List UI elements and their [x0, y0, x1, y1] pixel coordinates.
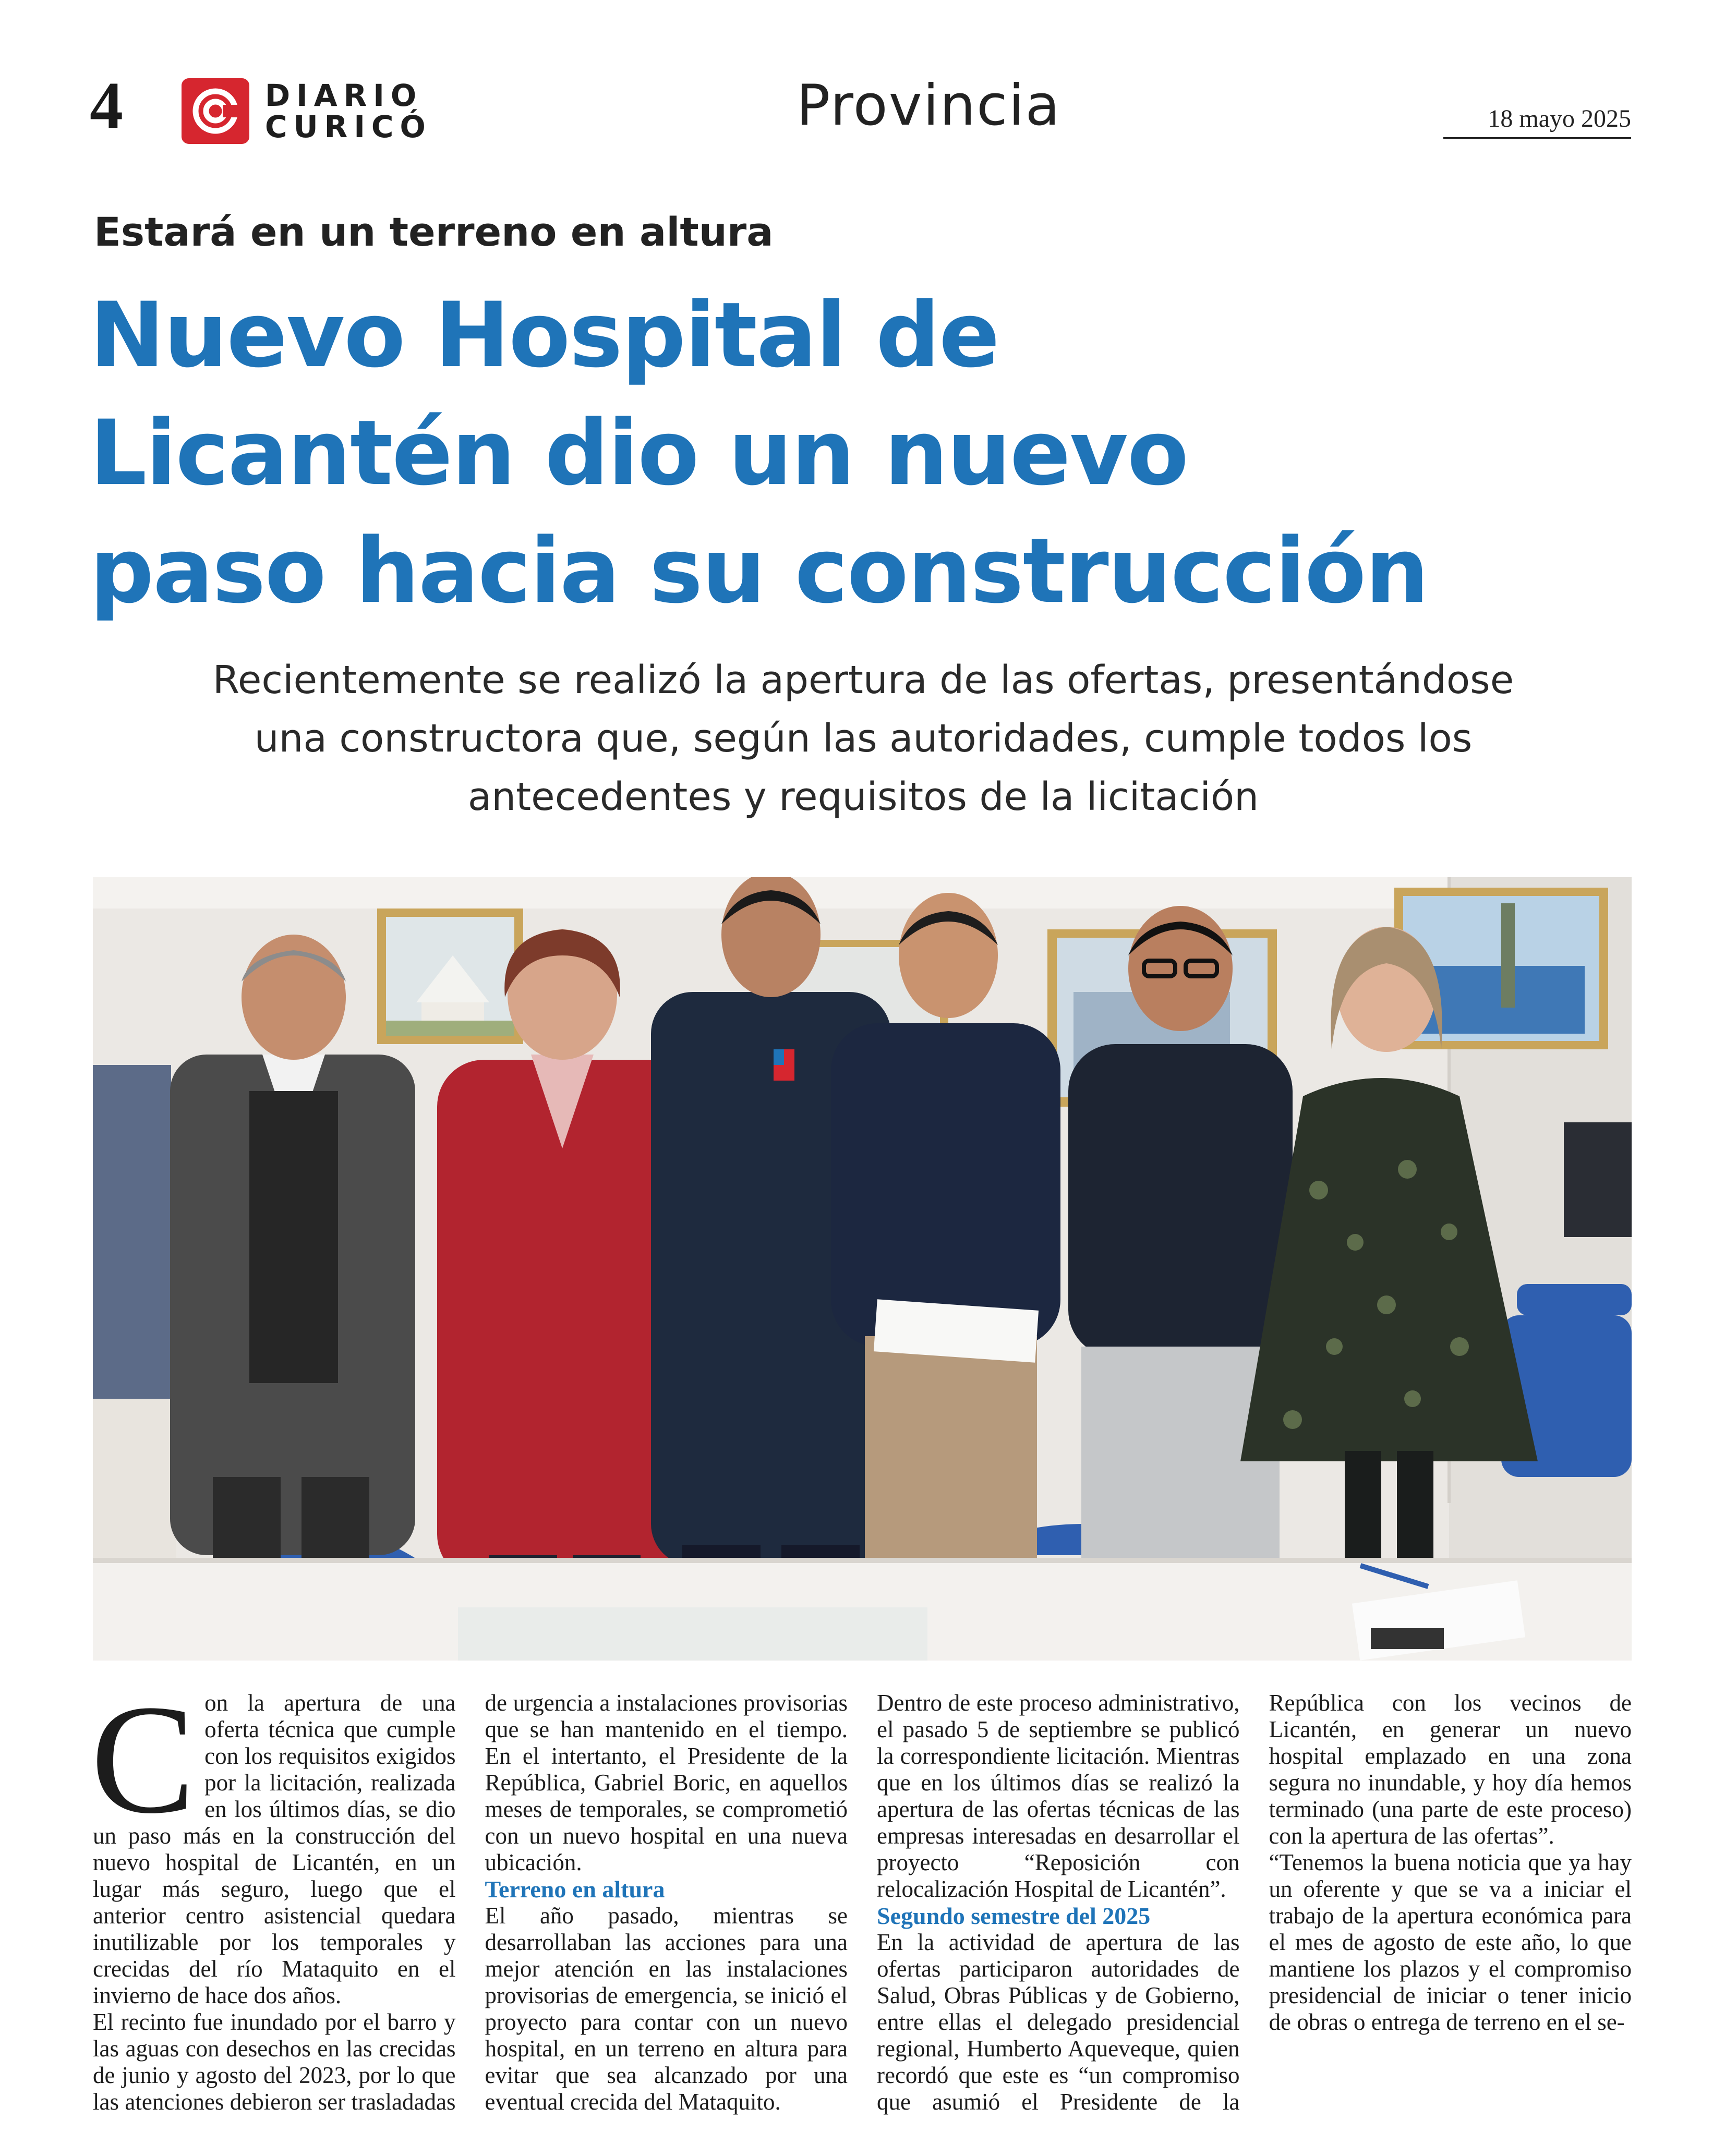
- logo-line1: DIARIO: [265, 78, 423, 113]
- article-body: [91, 1673, 1632, 2138]
- page-number: 4: [90, 68, 123, 142]
- deck-line: Recientemente se realizó la apertura de las ofertas, presentándose: [212, 658, 1514, 702]
- body-paragraph: El recinto fue inundado por el barro y las aguas con desechos en las crecidas de junio y agosto del 2023, por lo que las atenciones debieron ser trasladadas de urgencia a instalaciones provisorias que se han mantenido en el tiempo. En el intertanto, el Presidente de la República, Gabriel Boric, en aquellos meses de temporales, se comprometió con un nuevo hospital en una nueva ubicación.: [93, 1690, 848, 2115]
- subhead: Terreno en altura: [485, 1876, 665, 1903]
- subhead: Segundo semestre del 2025: [877, 1903, 1151, 1929]
- body-paragraph: [91, 1673, 456, 2009]
- body-paragraph: El año pasado, mientras se desarrollaban las acciones para una mejor atención en las instalaciones provisorias de emergencia, se inició el proyecto para contar con un nuevo hospital, en un terreno en altura para evitar que sea alcanzado por una eventual crecida del Mataquito.: [485, 1903, 848, 2115]
- issue-date: 18 mayo 2025: [1443, 104, 1631, 139]
- group-photo-illustration: [93, 877, 1632, 1661]
- dropcap: C: [91, 1673, 196, 1846]
- logo-mark-icon: [182, 78, 249, 144]
- body-paragraph: “Tenemos la buena noticia que ya hay un oferente y que se va a iniciar el trabajo de la apertura económica para el mes de agosto de este año, lo que mantiene los plazos y el compromiso presidencial de iniciar o tener inicio de obras o entrega de terreno en el se-: [1269, 1849, 1632, 2035]
- headline-line: paso hacia su construcción: [90, 518, 1428, 623]
- group-photo: [93, 877, 1632, 1661]
- deck-line: una constructora que, según las autoridades, cumple todos los: [254, 716, 1473, 761]
- wall-frame: [377, 909, 523, 1044]
- section-title[interactable]: Provincia: [796, 73, 1061, 138]
- logo-wordmark: [265, 80, 432, 142]
- deck-subtitle: [125, 651, 1601, 826]
- headline: [90, 276, 1655, 630]
- headline-line: Nuevo Hospital de: [90, 283, 999, 387]
- diario-curico-logo[interactable]: [182, 78, 432, 144]
- logo-line2: CURICÓ: [265, 109, 432, 144]
- body-text: on la apertura de una oferta técnica que cumple con los requisitos exigidos por la licitación, realizada en los últimos días, se dio un paso más en la construcción del nuevo hospital de Licantén, en un lugar más seguro, luego que el anterior centro asistencial quedara inutilizable por los temporales y crecidas del río Mataquito en el invierno de hace dos años.: [93, 1690, 456, 2008]
- deck-line: antecedentes y requisitos de la licitación: [467, 774, 1259, 819]
- body-paragraph: En la actividad de apertura de las ofertas participaron autoridades de Salud, Obras Públicas y de Gobierno, entre ellas el delegado presidencial regional, Humberto Aqueveque, quien recordó que este es “un compromiso que asumió el Presidente de la República con los vecinos de Licantén, en generar un nuevo hospital emplazado en una zona segura no inundable, y hoy día hemos terminado (una parte de este proceso) con la apertura de las ofertas”.: [877, 1690, 1632, 2115]
- headline-line: Licantén dio un nuevo: [90, 401, 1188, 505]
- kicker: Estará en un terreno en altura: [94, 209, 774, 255]
- body-paragraph: Dentro de este proceso administrativo, el pasado 5 de septiembre se publicó la correspondiente licitación. Mientras que en los últimos días se realizó la apertura de las ofertas técnicas de las empresas interesadas en desarrollar el proyecto “Reposición con relocalización Hospital de Licantén”.: [877, 1690, 1240, 1902]
